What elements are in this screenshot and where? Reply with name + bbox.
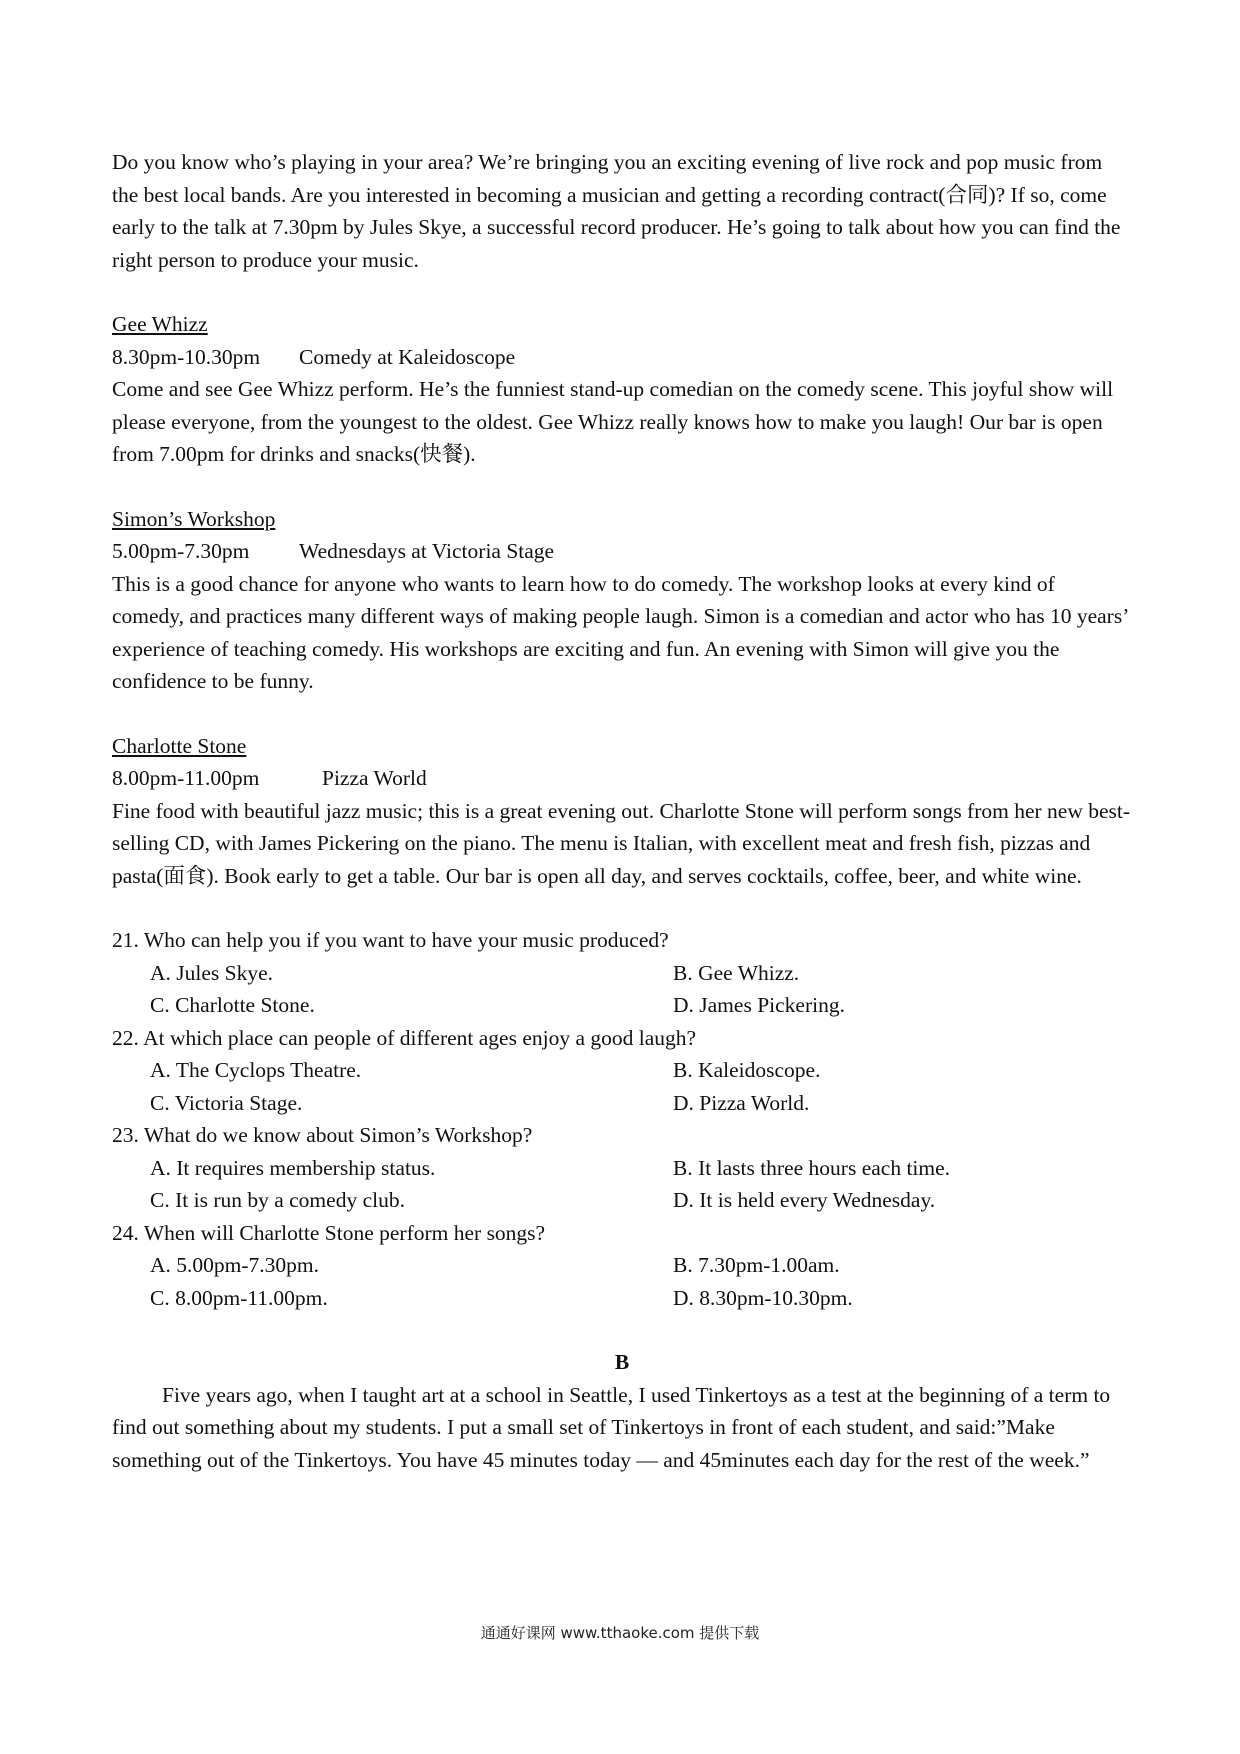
event-title: Simon’s Workshop — [112, 506, 276, 531]
passage-b-paragraph: Five years ago, when I taught art at a school in Seattle, I used Tinkertoys as a test at the beginning of a term to find out something about my students. I put a small set of Tinkertoys in front of each student, and said:”Make something out of the Tinkertoys. You have 45 minutes today — and 45minutes each day for the rest of the week.” — [112, 1382, 1111, 1472]
option-a: A. It requires membership status. — [150, 1155, 436, 1180]
question-stem: 23. What do we know about Simon’s Workshop? — [112, 1123, 533, 1147]
options-row — [112, 989, 1132, 1022]
event-meta — [112, 341, 1132, 374]
options-row — [112, 1249, 1132, 1282]
event-meta — [112, 762, 1132, 795]
option-b: B. Kaleidoscope. — [673, 1058, 821, 1082]
option-c: C. 8.00pm-11.00pm. — [150, 1285, 328, 1310]
event-time: 8.00pm-11.00pm — [112, 766, 260, 790]
options-row — [112, 1152, 1132, 1185]
event-charlotte-stone — [112, 730, 1132, 893]
option-d: D. Pizza World. — [673, 1090, 810, 1115]
option-c: C. Victoria Stage. — [150, 1090, 303, 1115]
event-time: 8.30pm-10.30pm — [112, 344, 261, 369]
section-heading: B — [614, 1350, 630, 1374]
question-stem: 24. When will Charlotte Stone perform her songs? — [112, 1220, 546, 1245]
event-gee-whizz — [112, 308, 1132, 471]
option-b: B. 7.30pm-1.00am. — [673, 1253, 840, 1277]
event-description: Fine food with beautiful jazz music; this is a great evening out. Charlotte Stone will perform songs from her new best-selling CD, with James Pickering on the piano. The menu is Italian, with excellent meat and fresh fish, pizzas and pasta(面食). Book early to get a table. Our bar is open all day, and serves cocktails, coffee, beer, and white wine. — [112, 798, 1131, 888]
option-b: B. It lasts three hours each time. — [673, 1155, 951, 1180]
option-a: A. 5.00pm-7.30pm. — [150, 1253, 320, 1277]
option-c: C. It is run by a comedy club. — [150, 1188, 405, 1212]
event-simons-workshop — [112, 503, 1132, 698]
event-description: Come and see Gee Whizz perform. He’s the funniest stand-up comedian on the comedy scene. This joyful show will please everyone, from the youngest to the oldest. Gee Whizz really knows how to make you laugh! Our bar is open from 7.00pm for drinks and snacks(快餐). — [112, 377, 1114, 466]
options-row — [112, 1087, 1132, 1120]
question-21 — [112, 924, 1132, 1022]
option-d: D. It is held every Wednesday. — [673, 1188, 936, 1212]
question-list — [112, 924, 1132, 1314]
option-b: B. Gee Whizz. — [673, 960, 800, 985]
intro-paragraph: Do you know who’s playing in your area? We’re bringing you an exciting evening of live rock and pop music from the best local bands. Are you interested in becoming a musician and getting a recording contract(合同)? If so, come early to the talk at 7.30pm by Jules Skye, a successful record producer. He’s going to talk about how you can find the right person to produce your music. — [112, 150, 1121, 272]
options-row — [112, 1282, 1132, 1315]
options-row — [112, 957, 1132, 990]
option-a: A. Jules Skye. — [150, 960, 274, 985]
option-c: C. Charlotte Stone. — [150, 993, 315, 1017]
event-title: Charlotte Stone — [112, 733, 247, 758]
options-row — [112, 1184, 1132, 1217]
document-page — [112, 146, 1132, 1476]
page-footer: 通通好课网 www.tthaoke.com 提供下载 — [480, 1624, 760, 1642]
event-description: This is a good chance for anyone who wants to learn how to do comedy. The workshop looks at every kind of comedy, and practices many different ways of making people laugh. Simon is a comedian and actor who has 10 years’ experience of teaching comedy. His workshops are exciting and fun. An evening with Simon will give you the confidence to be funny. — [112, 571, 1128, 693]
event-title: Gee Whizz — [112, 312, 208, 336]
option-a: A. The Cyclops Theatre. — [150, 1058, 362, 1082]
question-23 — [112, 1119, 1132, 1217]
event-time: 5.00pm-7.30pm — [112, 539, 250, 563]
question-stem: 22. At which place can people of different ages enjoy a good laugh? — [112, 1025, 697, 1050]
options-row — [112, 1054, 1132, 1087]
event-place: Pizza World — [322, 766, 427, 790]
event-place: Wednesdays at Victoria Stage — [299, 539, 555, 563]
event-place: Comedy at Kaleidoscope — [299, 344, 516, 369]
question-22 — [112, 1022, 1132, 1120]
option-d: D. James Pickering. — [673, 993, 845, 1017]
option-d: D. 8.30pm-10.30pm. — [673, 1285, 853, 1310]
question-24 — [112, 1217, 1132, 1315]
question-stem: 21. Who can help you if you want to have your music produced? — [112, 928, 669, 952]
event-meta — [112, 535, 1132, 568]
